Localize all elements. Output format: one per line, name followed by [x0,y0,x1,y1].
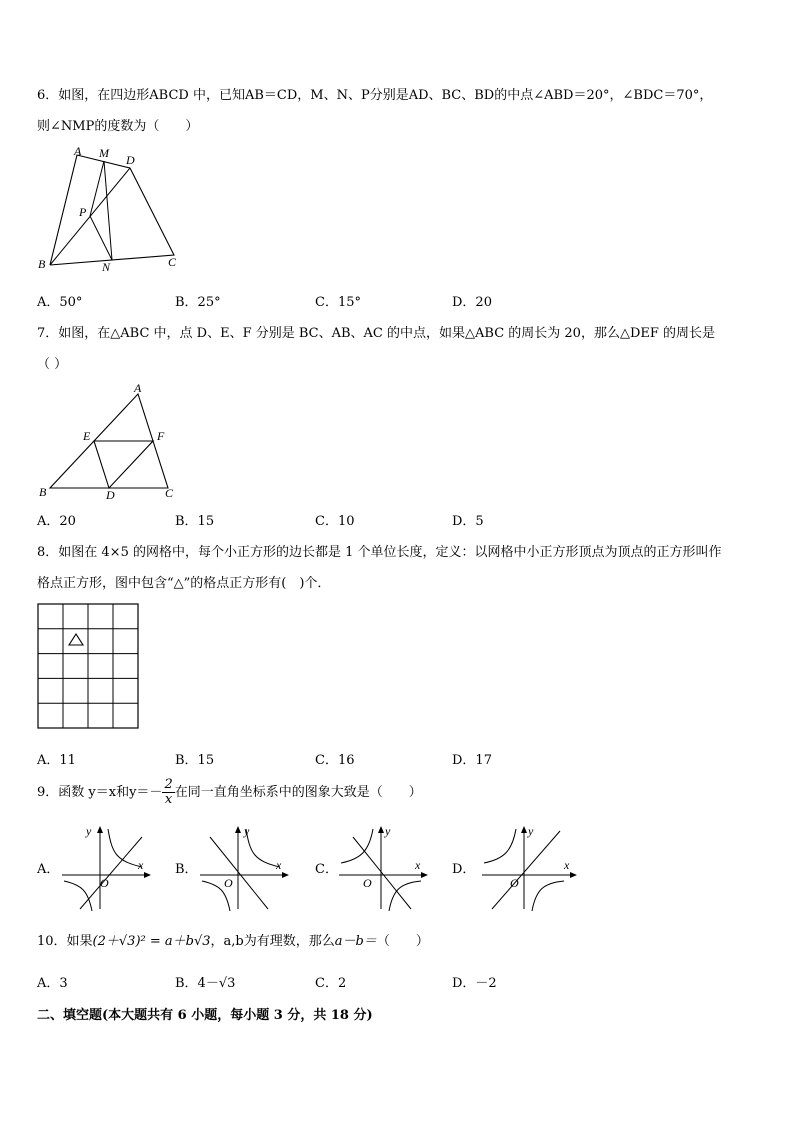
q9-graph-d [478,823,582,913]
q9-option-c-letter: C． [315,862,338,877]
q7-label-B: B [39,485,47,499]
q6-stem-line1: 6．如图，在四边形ABCD 中，已知AB＝CD，M、N、P分别是AD、BC、BD的中点∠ABD＝20°，∠BDC＝70°， [37,88,713,103]
q8-stem-line2: 格点正方形，图中包含“△”的格点正方形有( )个． [37,576,331,591]
q6-label-D: D [126,153,135,167]
q8-option-d: D．17 [452,753,492,768]
svg-text:O: O [363,876,372,890]
q9-option-b-letter: B． [175,862,198,877]
q10-option-b: B．4－√3 [175,976,236,991]
q9-stem [37,778,422,807]
q7-label-D: D [106,488,115,502]
q6-label-P: P [79,205,87,219]
q6-option-a: A．50° [37,295,83,310]
q10-expr-left: (2＋√3)² = a＋b√3 [92,934,211,949]
q6-label-C: C [168,255,177,269]
svg-text:O: O [510,876,519,890]
q10-option-c: C．2 [315,976,347,991]
q7-option-d: D．5 [452,514,484,529]
svg-text:y: y [385,824,391,838]
q7-stem-line1: 7．如图，在△ABC 中，点 D、E、F 分别是 BC、AB、AC 的中点，如果△ABC 的周长为 20，那么△DEF 的周长是 [37,326,716,341]
svg-text:O: O [100,876,109,890]
svg-text:y: y [86,824,92,838]
svg-text:x: x [564,858,570,872]
q9-fraction-denominator: x [164,792,173,807]
q8-option-a: A．11 [37,753,76,768]
svg-text:x: x [415,858,421,872]
q10-option-d: D．－2 [452,976,497,991]
q7-label-C: C [165,486,174,500]
q9-fraction [162,778,174,807]
q6-option-c: C．15° [315,295,361,310]
q8-stem-line1: 8．如图在 4×5 的网格中，每个小正方形的边长都是 1 个单位长度，定义：以网格中小正方形顶点为顶点的正方形叫作 [37,545,722,560]
svg-text:y: y [528,824,534,838]
q6-option-b: B．25° [175,295,221,310]
q6-label-N: N [102,260,111,274]
q10-stem-middle: ，a,b为有理数，那么 [210,934,335,949]
q9-fraction-numerator: 2 [164,777,173,792]
q10-stem [37,930,429,949]
q6-option-d: D．20 [452,295,492,310]
q9-stem-prefix: 9．函数 y＝x和y＝－ [37,785,163,800]
q10-expr-right: a－b＝ [334,934,377,949]
q7-label-F: F [157,429,165,443]
q7-option-b: B．15 [175,514,215,529]
svg-text:O: O [224,876,233,890]
q7-option-c: C．10 [315,514,355,529]
q8-option-b: B．15 [175,753,215,768]
q6-label-M: M [99,146,109,160]
q9-graph-c [335,823,431,913]
svg-text:x: x [276,858,282,872]
q7-triangle-figure [34,378,184,504]
q7-stem-line2: （ ） [37,357,68,372]
q7-option-a: A．20 [37,514,76,529]
q9-option-a-letter: A． [37,862,60,877]
q9-option-d-letter: D． [452,862,476,877]
triangle-marker-icon [69,634,83,645]
svg-text:x: x [138,858,144,872]
q7-label-A: A [134,381,142,395]
section-heading-fill-in: 二、填空题(本大题共有 6 小题，每小题 3 分，共 18 分) [37,1008,373,1023]
q6-label-B: B [38,257,46,271]
q6-label-A: A [74,144,82,158]
svg-text:y: y [244,824,250,838]
q10-option-a: A．3 [37,976,68,991]
q9-stem-suffix: 在同一直角坐标系中的图象大致是（ ） [174,785,422,800]
q6-stem-line2: 则∠NMP的度数为（ ） [37,119,199,134]
q7-label-E: E [83,429,91,443]
q9-graph-a [58,823,154,913]
q6-quadrilateral-figure [34,143,184,278]
q10-stem-suffix: （ ） [376,934,429,949]
q8-option-c: C．16 [315,753,355,768]
q9-graph-b [196,823,292,913]
q8-grid-figure [37,603,141,730]
q10-stem-prefix: 10．如果 [37,934,93,949]
